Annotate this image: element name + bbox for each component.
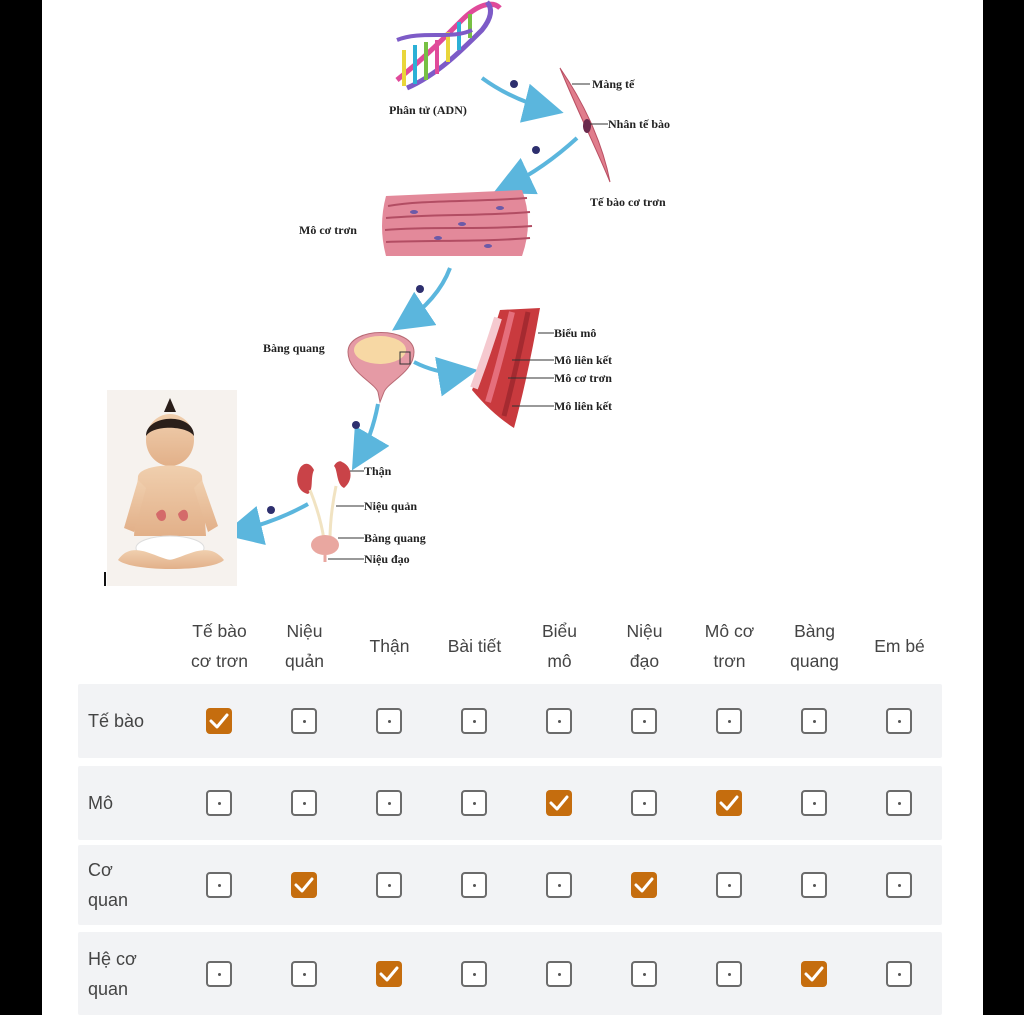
checkbox-checked[interactable] <box>801 961 827 987</box>
label-muscle-layer: Mô cơ trơn <box>554 371 612 385</box>
arrow-2 <box>504 138 577 188</box>
checkbox-unchecked[interactable] <box>801 790 827 816</box>
smooth-muscle-tissue <box>382 190 532 256</box>
checkbox-unchecked[interactable] <box>886 961 912 987</box>
label-smooth-tissue: Mô cơ trơn <box>299 223 357 237</box>
checkbox-unchecked[interactable] <box>291 708 317 734</box>
table-row <box>78 684 942 758</box>
checkbox-unchecked[interactable] <box>461 790 487 816</box>
arrow-3 <box>402 268 450 324</box>
checkmark-icon <box>294 876 314 894</box>
column-header-line: cơ trơn <box>191 651 248 671</box>
checkbox-unchecked[interactable] <box>801 708 827 734</box>
label-bladder-2: Bàng quang <box>364 531 426 545</box>
column-header-line: Biểu <box>541 621 578 641</box>
label-nucleus: Nhân tế bào <box>608 117 671 131</box>
column-header-line: Mô cơ <box>704 621 755 641</box>
row-label <box>88 788 113 818</box>
checkbox-unchecked[interactable] <box>886 872 912 898</box>
row-label <box>88 855 128 915</box>
label-connective-2: Mô liên kết <box>554 399 612 413</box>
baby-photo <box>105 390 237 586</box>
column-header <box>602 616 687 676</box>
checkbox-unchecked[interactable] <box>546 872 572 898</box>
arrow-4 <box>358 404 378 460</box>
row-label-line: Mô <box>88 793 114 813</box>
row-label-line: Tế bào <box>88 711 145 731</box>
column-header <box>772 616 857 676</box>
checkbox-unchecked[interactable] <box>376 708 402 734</box>
column-header-line: quản <box>285 651 324 671</box>
checkmark-icon <box>804 965 824 983</box>
column-header-line: quang <box>790 651 839 671</box>
checkbox-unchecked[interactable] <box>461 708 487 734</box>
checkmark-icon <box>634 876 654 894</box>
checkbox-checked[interactable] <box>291 872 317 898</box>
label-membrane: Màng tế <box>592 77 635 91</box>
row-label-line: Cơ <box>88 860 113 880</box>
row-label-line: quan <box>88 978 129 999</box>
column-header-line: Tế bào <box>192 621 247 641</box>
urinary-system-illustration <box>297 461 350 562</box>
row-label-line: Hệ cơ <box>88 948 137 969</box>
column-header-line: trơn <box>713 651 746 671</box>
checkbox-unchecked[interactable] <box>461 961 487 987</box>
bladder-illustration <box>348 333 414 403</box>
checkbox-checked[interactable] <box>206 708 232 734</box>
label-connective-1: Mô liên kết <box>554 353 612 367</box>
label-smooth-cell: Tế bào cơ trơn <box>590 195 666 209</box>
label-epithelium: Biểu mô <box>554 326 597 340</box>
checkbox-unchecked[interactable] <box>546 961 572 987</box>
column-header-line: Niệu <box>286 621 323 641</box>
checkbox-unchecked[interactable] <box>631 790 657 816</box>
label-urethra: Niệu đạo <box>364 552 410 566</box>
label-kidney: Thận <box>364 464 392 478</box>
table-row <box>78 932 942 1015</box>
checkbox-unchecked[interactable] <box>291 961 317 987</box>
column-header <box>347 631 432 661</box>
checkmark-icon <box>379 965 399 983</box>
bladder-wall-section <box>472 308 540 428</box>
checkbox-unchecked[interactable] <box>461 872 487 898</box>
column-header-line: Bài tiết <box>447 636 502 656</box>
column-header-line: Thận <box>369 636 410 656</box>
checkbox-checked[interactable] <box>376 961 402 987</box>
checkbox-unchecked[interactable] <box>376 872 402 898</box>
column-header <box>857 631 942 661</box>
checkbox-unchecked[interactable] <box>886 708 912 734</box>
checkbox-unchecked[interactable] <box>546 708 572 734</box>
checkbox-unchecked[interactable] <box>631 708 657 734</box>
checkbox-unchecked[interactable] <box>631 961 657 987</box>
table-row <box>78 845 942 925</box>
column-header-line: Bàng <box>794 621 835 641</box>
checkbox-unchecked[interactable] <box>206 790 232 816</box>
row-label-line: quan <box>88 890 129 910</box>
arrow-section <box>414 362 466 373</box>
label-dna: Phân tử (ADN) <box>389 103 467 117</box>
checkbox-unchecked[interactable] <box>376 790 402 816</box>
column-header <box>262 616 347 676</box>
checkbox-unchecked[interactable] <box>716 708 742 734</box>
label-bladder: Bàng quang <box>263 341 325 355</box>
dna-illustration <box>397 2 500 88</box>
content-page <box>42 0 983 1015</box>
checkbox-unchecked[interactable] <box>291 790 317 816</box>
column-header <box>177 616 262 676</box>
checkbox-checked[interactable] <box>546 790 572 816</box>
checkbox-unchecked[interactable] <box>801 872 827 898</box>
column-header-line: Niệu <box>626 621 663 641</box>
checkbox-unchecked[interactable] <box>716 872 742 898</box>
organization-levels-diagram <box>42 0 983 600</box>
column-header <box>687 616 772 676</box>
label-ureter: Niệu quản <box>364 499 418 513</box>
row-label <box>88 706 144 736</box>
checkbox-unchecked[interactable] <box>206 961 232 987</box>
column-header-line: Em bé <box>874 636 925 656</box>
checkbox-unchecked[interactable] <box>206 872 232 898</box>
row-label <box>88 944 137 1004</box>
checkbox-checked[interactable] <box>716 790 742 816</box>
table-row <box>78 766 942 840</box>
checkmark-icon <box>549 794 569 812</box>
column-header <box>432 631 517 661</box>
column-header <box>517 616 602 676</box>
checkbox-checked[interactable] <box>631 872 657 898</box>
checkbox-unchecked[interactable] <box>716 961 742 987</box>
checkmark-icon <box>209 712 229 730</box>
checkmark-icon <box>719 794 739 812</box>
checkbox-unchecked[interactable] <box>886 790 912 816</box>
column-header-line: đạo <box>629 651 660 671</box>
column-header-line: mô <box>547 651 572 671</box>
